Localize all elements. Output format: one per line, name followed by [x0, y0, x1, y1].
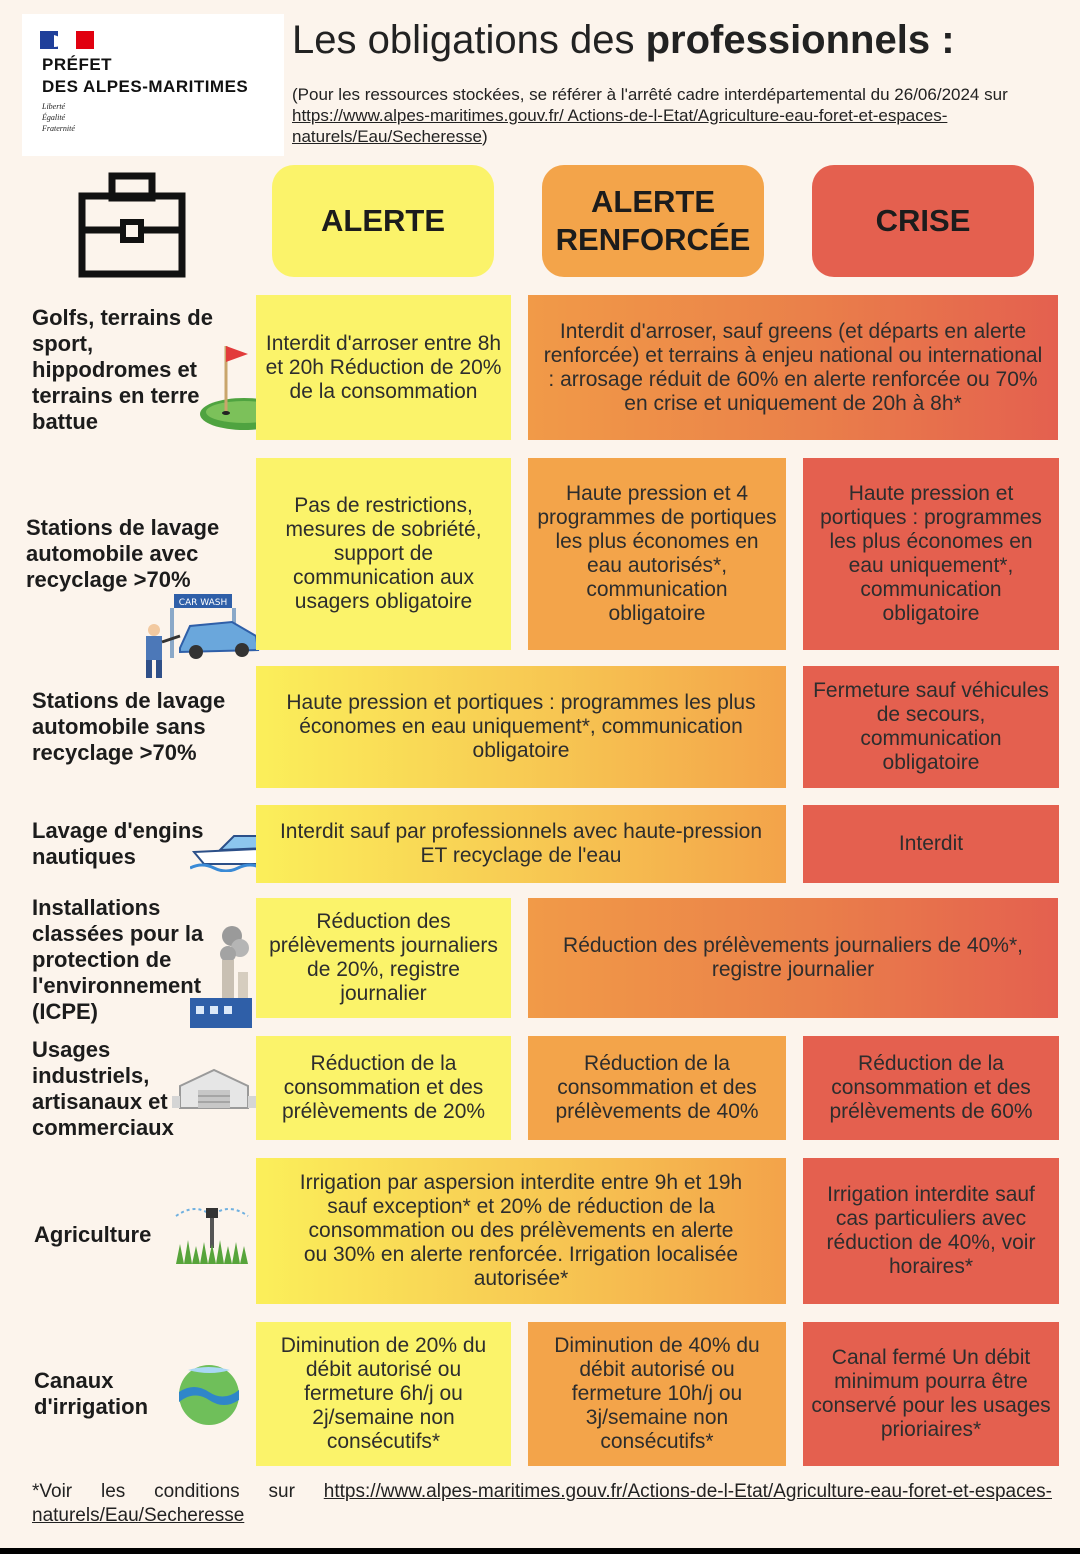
industriels-crise-cell: Réduction de la consommation et des prélèvements de 60%: [803, 1036, 1059, 1140]
row-label-nautiques: Lavage d'engins nautiques: [32, 818, 204, 869]
row-label-industriels: Usages industriels, artisanaux et commerciaux: [32, 1037, 174, 1140]
department-label: DES ALPES-MARITIMES: [42, 77, 249, 96]
footnote-link[interactable]: https://www.alpes-maritimes.gouv.fr/Actions-de-l-Etat/Agriculture-eau-foret-et-espaces-naturels/Eau/Secheresse: [32, 1481, 1052, 1526]
golfs-alerte-cell: Interdit d'arroser entre 8h et 20h Réduction de 20% de la consommation: [256, 295, 511, 440]
nautiques-crise-cell: Interdit: [803, 805, 1059, 883]
canaux-alerte-cell: Diminution de 20% du débit autorisé ou fermeture 6h/j ou 2j/semaine non consécutifs*: [256, 1322, 511, 1466]
lavage-sans-crise-cell: Fermeture sauf véhicules de secours, communication obligatoire: [803, 666, 1059, 788]
icpe-alerte-cell: Réduction des prélèvements journaliers de 20%, registre journalier: [256, 898, 511, 1018]
canaux-crise-cell: Canal fermé Un débit minimum pourra être conservé pour les usages prioriaires*: [803, 1322, 1059, 1466]
car-wash-sign: CAR WASH: [178, 598, 228, 608]
lavage-avec-crise-cell: Haute pression et portiques : programmes les plus économes en eau uniquement*, communication obligatoire: [803, 458, 1059, 650]
level-alerte-header: ALERTE: [272, 165, 494, 277]
devise-label: Liberté Égalité Fraternité: [42, 102, 75, 133]
industriels-alerte-cell: Réduction de la consommation et des prélèvements de 20%: [256, 1036, 511, 1140]
row-label-icpe: Installations classées pour la protection de l'environnement (ICPE): [32, 895, 204, 1024]
secheresse-link[interactable]: https://www.alpes-maritimes.gouv.fr/ Actions-de-l-Etat/Agriculture-eau-foret-et-espaces-naturels/Eau/Secheresse: [292, 106, 948, 146]
lavage-avec-renforcee-cell: Haute pression et 4 programmes de portiques les plus économes en eau autorisés*, communication obligatoire: [528, 458, 786, 650]
agriculture-crise-cell: Irrigation interdite sauf cas particuliers avec réduction de 40%, voir horaires*: [803, 1158, 1059, 1304]
level-alerte-renforcee-header: ALERTE RENFORCÉE: [542, 165, 764, 277]
industriels-renforcee-cell: Réduction de la consommation et des prélèvements de 40%: [528, 1036, 786, 1140]
footnote: *Voir les conditions sur https://www.alpes-maritimes.gouv.fr/Actions-de-l-Etat/Agriculture-eau-foret-et-espaces-naturels/Eau/Secheresse: [32, 1481, 1052, 1526]
factory-icon: [188, 922, 254, 1030]
level-crise-header: CRISE: [812, 165, 1034, 277]
row-label-golfs: Golfs, terrains de sport, hippodromes et terrains en terre battue: [32, 305, 213, 434]
car-wash-icon: [140, 592, 262, 680]
row-label-lavage-avec: Stations de lavage automobile avec recyclage >70%: [26, 515, 220, 592]
row-label-canaux: Canaux d'irrigation: [34, 1368, 149, 1419]
river-icon: [178, 1364, 240, 1426]
warehouse-icon: [172, 1066, 256, 1112]
page-subtitle: (Pour les ressources stockées, se référer à l'arrêté cadre interdépartemental du 26/06/2024 sur https://www.alpes-maritimes.gouv.fr/ Actions-de-l-Etat/Agriculture-eau-foret-et-espaces-naturels/Eau/Secheresse): [292, 85, 1008, 146]
golfs-renforcee-crise-cell: Interdit d'arroser, sauf greens (et départs en alerte renforcée) et terrains à enjeu national ou international : arrosage réduit de 60% en alerte renforcée ou 70% en crise et uniquement de 20h à 8h*: [528, 295, 1058, 440]
agriculture-alerte-renforcee-cell: Irrigation par aspersion interdite entre 9h et 19h sauf exception* et 20% de réduction de la consommation ou des prélèvements en alerte ou 30% en alerte renforcée. Irrigation localisée autorisée*: [256, 1158, 786, 1304]
row-label-agriculture: Agriculture: [34, 1222, 152, 1247]
page-title: Les obligations des professionnels :: [292, 18, 955, 62]
bottom-bar: [0, 1548, 1080, 1554]
briefcase-icon: [76, 170, 188, 280]
prefet-label: PRÉFET: [42, 55, 113, 74]
canaux-renforcee-cell: Diminution de 40% du débit autorisé ou fermeture 10h/j ou 3j/semaine non consécutifs*: [528, 1322, 786, 1466]
lavage-sans-alerte-renforcee-cell: Haute pression et portiques : programmes les plus économes en eau uniquement*, communication obligatoire: [256, 666, 786, 788]
marianne-flag-icon: [40, 31, 94, 49]
sprinkler-icon: [172, 1200, 252, 1266]
row-label-lavage-sans: Stations de lavage automobile sans recyclage >70%: [32, 688, 226, 765]
lavage-avec-alerte-cell: Pas de restrictions, mesures de sobriété, support de communication aux usagers obligatoire: [256, 458, 511, 650]
icpe-renforcee-crise-cell: Réduction des prélèvements journaliers de 40%*, registre journalier: [528, 898, 1058, 1018]
nautiques-alerte-renforcee-cell: Interdit sauf par professionnels avec haute-pression ET recyclage de l'eau: [256, 805, 786, 883]
